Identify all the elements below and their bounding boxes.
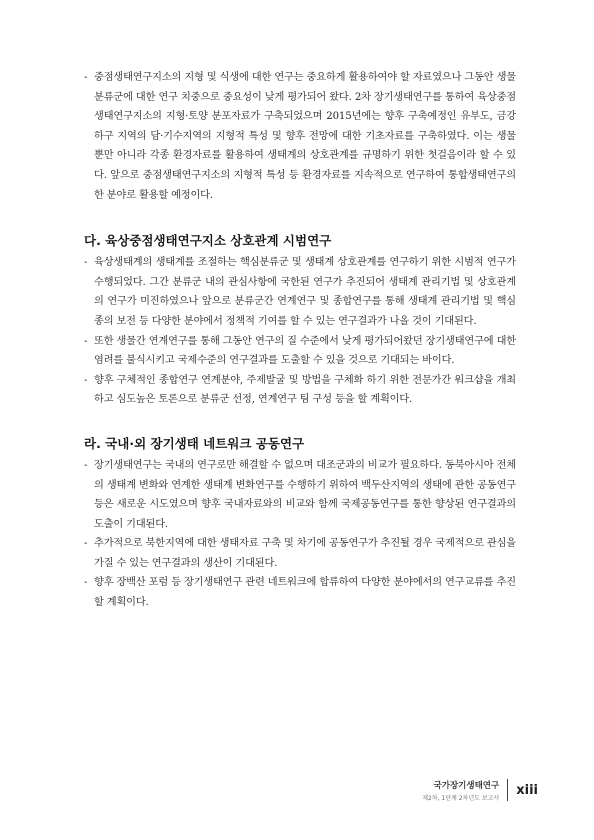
bullet-item [84, 573, 516, 612]
bullet-item [84, 371, 516, 410]
bullet-marker: - [84, 538, 88, 550]
section-previous [84, 68, 516, 205]
bullet-item [84, 534, 516, 573]
bullet-text: 추가적으로 북한지역에 대한 생태자료 구축 및 차기에 공동연구가 추진될 경우 국제적으로 관심을 가질 수 있는 연구결과의 생산이 기대된다. [94, 538, 516, 569]
page-footer [422, 774, 538, 806]
section-heading-ra: 라. 국내·외 장기생태 네트워크 공동연구 [84, 435, 305, 451]
bullet-marker: - [84, 577, 88, 589]
footer-text [422, 779, 499, 802]
bullet-marker: - [84, 374, 88, 386]
bullet-text: 중점생태연구지소의 지형 및 식생에 대한 연구는 중요하게 활용하여야 할 자료였으나 그동안 생물분류군에 대한 연구 치중으로 중요성이 낮게 평가되어 왔다. 2차 장기생태연구를 통하여 육상중점생태연구지소의 지형·토양 분포자료가 구축되었으며 2015년에는 향후 구축예정인 유부도, 금강하구 지역의 담·기수지역의 지형적 특성 및 향후 전망에 대한 기초자료를 구축하였다. 이는 생물 뿐만 아니라 각종 환경자료를 활용하여 생태계의 상호관계를 규명하기 위한 첫걸음이라 할 수 있다. 앞으로 중점생태연구지소의 지형적 특성 등 환경자료를 지속적으로 연구하여 통합생태연구의 한 분야로 활용할 예정이다. [94, 72, 516, 201]
section-ra [84, 456, 516, 613]
bullet-text: 향후 구체적인 종합연구 연계분야, 주제발굴 및 방법을 구체화 하기 위한 전문가간 워크샵을 개최하고 심도높은 토론으로 분류군 선정, 연계연구 팀 구성 등을 할 계획이다. [94, 374, 516, 406]
footer-title: 국가장기생태연구 [433, 780, 500, 791]
page-content [84, 68, 516, 613]
bullet-text: 또한 생물간 연계연구를 통해 그동안 연구의 질 수준에서 낮게 평가되어왔던 장기생태연구에 대한 염려를 불식시키고 국제수준의 연구결과를 도출할 수 있을 것으로 기대되는 바이다. [94, 335, 516, 367]
section-heading-da: 다. 육상중점생태연구지소 상호관계 시범연구 [84, 233, 332, 249]
bullet-text: 육상생태계의 생태계를 조절하는 핵심분류군 및 생태계 상호관계를 연구하기 위한 시범적 연구가 수행되었다. 그간 분류군 내의 관심사항에 국한된 연구가 추진되어 생태계 관리기법 및 상호관계의 연구가 미진하였으나 앞으로 분류군간 연계연구 및 종합연구를 통해 생태계 관리기법 및 핵심종의 보전 등 다양한 분야에서 정책적 기여를 할 수 있는 연구결과가 나올 것이 기대된다. [94, 257, 516, 327]
bullet-marker: - [84, 335, 88, 347]
bullet-text: 향후 장백산 포럼 등 장기생태연구 관련 네트워크에 합류하여 다양한 분야에서의 연구교류를 추진할 계획이다. [94, 577, 516, 609]
page-number: xiii [516, 782, 538, 798]
footer-subtitle: 제2차, 1단계 2차년도 보고서 [422, 794, 500, 802]
bullet-marker: - [84, 72, 88, 83]
bullet-text: 장기생태연구는 국내의 연구로만 해결할 수 없으며 대조군과의 비교가 필요하다. 동북아시아 전체의 생태계 변화와 연계한 생태계 변화연구를 수행하기 위하여 백두산지역의 생태에 관한 공동연구 등은 새로운 시도였으며 향후 국내자료와의 비교와 함께 국제공동연구를 통한 향상된 연구결과의 도출이 기대된다. [94, 459, 516, 530]
bullet-item [84, 253, 516, 331]
bullet-item [84, 456, 516, 534]
bullet-marker: - [84, 257, 88, 269]
bullet-item [84, 332, 516, 371]
section-da [84, 253, 516, 410]
bullet-item [84, 68, 516, 205]
bullet-marker: - [84, 459, 88, 471]
footer-divider [507, 779, 508, 801]
